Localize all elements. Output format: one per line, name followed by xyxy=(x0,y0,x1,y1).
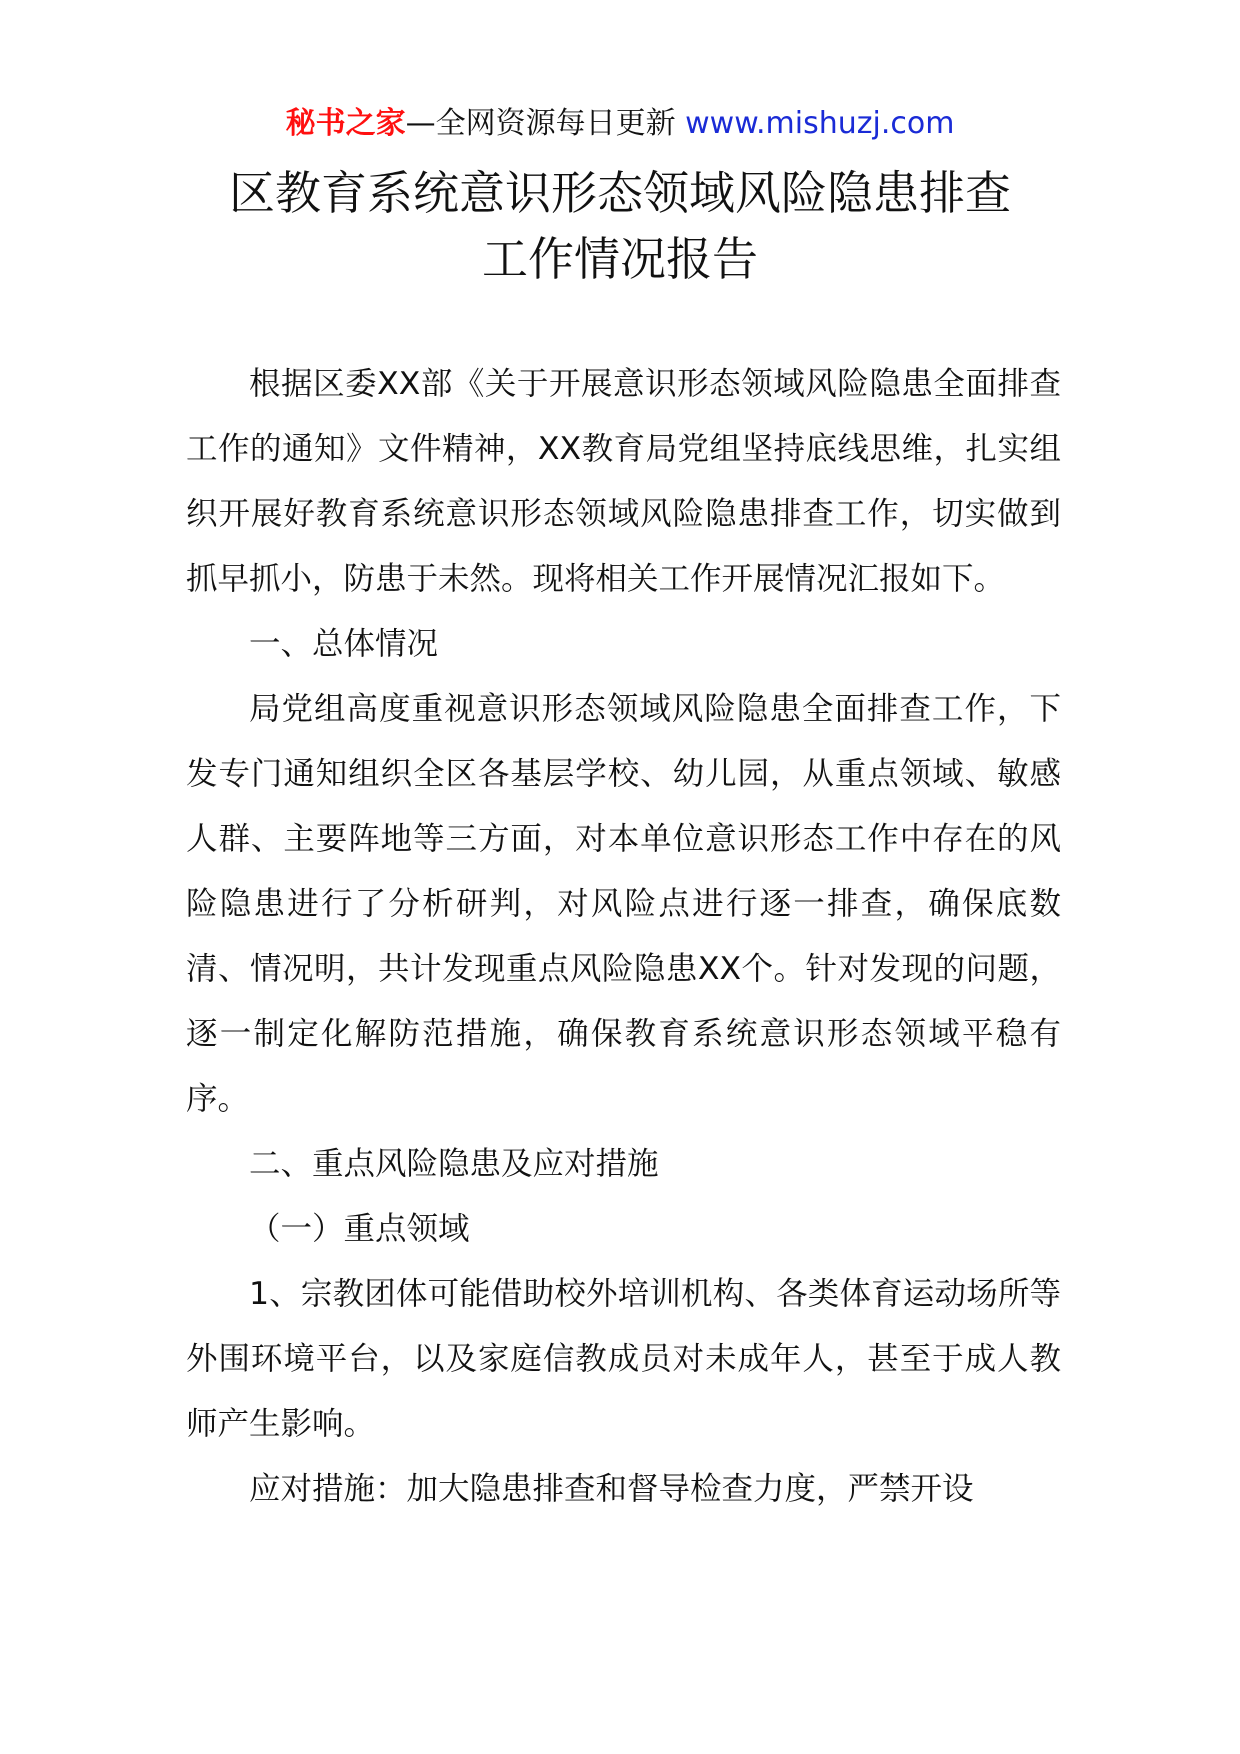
document-title-line-2: 工作情况报告 xyxy=(482,232,758,286)
header-tagline: —全网资源每日更新 xyxy=(405,106,676,141)
paragraph-countermeasures: 应对措施：加大隐患排查和督导检查力度，严禁开设 xyxy=(249,1471,974,1507)
paragraph-intro: 根据区委XX部《关于开展意识形态领域风险隐患全面排查工作的通知》文件精神，XX教育局党组坚持底线思维，扎实组织开展好教育系统意识形态领域风险隐患排查工作，切实做到抓早抓小，防患于未然。现将相关工作开展情况汇报如下。 xyxy=(186,366,1061,597)
source-header xyxy=(0,102,1240,146)
subsection-heading-key-areas: （一）重点领域 xyxy=(249,1211,470,1247)
paragraph-item-1: 1、宗教团体可能借助校外培训机构、各类体育运动场所等外围环境平台，以及家庭信教成员对未成年人，甚至于成人教师产生影响。 xyxy=(186,1276,1061,1442)
document-title-line-1: 区教育系统意识形态领域风险隐患排查 xyxy=(229,166,1011,220)
document-body xyxy=(186,352,1061,1522)
brand-name: 秘书之家 xyxy=(285,106,406,141)
paragraph-overview: 局党组高度重视意识形态领域风险隐患全面排查工作，下发专门通知组织全区各基层学校、幼儿园，从重点领域、敏感人群、主要阵地等三方面，对本单位意识形态工作中存在的风险隐患进行了分析研判，对风险点进行逐一排查，确保底数清、情况明，共计发现重点风险隐患XX个。针对发现的问题，逐一制定化解防范措施，确保教育系统意识形态领域平稳有序。 xyxy=(186,691,1061,1117)
section-heading-overview: 一、总体情况 xyxy=(249,626,439,662)
header-url-link[interactable]: www.mishuzj.com xyxy=(685,106,955,141)
section-heading-risks: 二、重点风险隐患及应对措施 xyxy=(249,1146,659,1182)
